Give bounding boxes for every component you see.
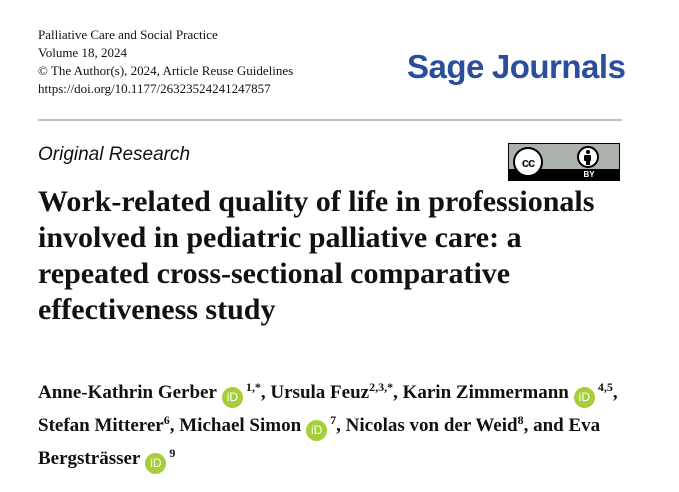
author-name[interactable]: Nicolas von der Weid <box>345 415 518 436</box>
creative-commons-icon <box>513 147 543 177</box>
author-name[interactable]: Ursula Feuz <box>270 382 370 403</box>
volume-info: Volume 18, 2024 <box>38 45 127 60</box>
copyright-line[interactable]: © The Author(s), 2024, Article Reuse Guidelines <box>38 63 294 78</box>
author-name[interactable]: Eva Bergsträsser <box>38 415 601 469</box>
author-affiliation-marker: 7 <box>330 413 337 427</box>
cc-text: cc <box>521 154 535 170</box>
author-affiliation-marker: 4,5 <box>597 380 613 394</box>
author-affiliation-marker: 6 <box>163 413 170 427</box>
logo-word-sage: Sage <box>407 48 484 85</box>
doi-link[interactable]: https://doi.org/10.1177/26323524241247857 <box>38 81 271 96</box>
author-separator: , <box>336 415 346 436</box>
by-label: BY <box>583 170 595 179</box>
author-name[interactable]: Michael Simon <box>179 415 302 436</box>
author-separator: , <box>260 382 271 403</box>
author-list <box>38 376 638 475</box>
header-divider <box>38 119 622 121</box>
author-affiliation-marker: 2,3,* <box>369 380 394 394</box>
author-separator: , <box>612 382 618 403</box>
journal-metadata <box>38 26 293 98</box>
article-title: Work-related quality of life in professionals involved in pediatric palliative care: a repeated cross-sectional comparative effectiveness study <box>38 185 595 326</box>
author-name[interactable]: Karin Zimmermann <box>402 382 569 403</box>
cc-by-license-badge[interactable] <box>508 143 620 181</box>
orcid-icon[interactable]: iD <box>145 453 166 474</box>
attribution-person-icon <box>577 146 599 168</box>
author-separator: , <box>393 382 403 403</box>
author-affiliation-marker: 8 <box>517 413 524 427</box>
author-affiliation-marker: 9 <box>169 446 176 460</box>
logo-word-journals: Journals <box>491 48 626 85</box>
article-type-label: Original Research <box>38 144 191 165</box>
author-name[interactable]: Anne-Kathrin Gerber <box>38 382 217 403</box>
journal-name: Palliative Care and Social Practice <box>38 27 218 42</box>
author-separator: , <box>169 415 180 436</box>
author-affiliation-marker: 1,* <box>245 380 261 394</box>
author-separator: , and <box>523 415 569 436</box>
orcid-icon[interactable]: iD <box>306 420 327 441</box>
author-name[interactable]: Stefan Mitterer <box>38 415 164 436</box>
sage-journals-logo[interactable] <box>407 43 625 91</box>
orcid-icon[interactable]: iD <box>222 387 243 408</box>
orcid-icon[interactable]: iD <box>574 387 595 408</box>
